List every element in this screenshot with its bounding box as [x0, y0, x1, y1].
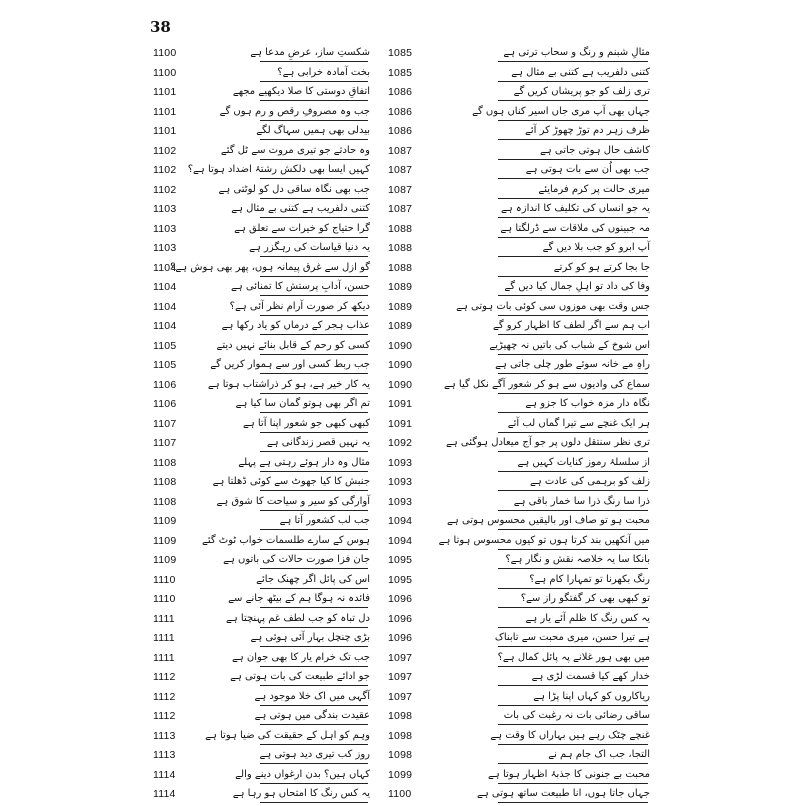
left-entry-text: تم اگر بھی ہوتو گمان سا کیا ہے — [235, 398, 370, 409]
right-page-ref: 1096 — [388, 612, 413, 625]
right-underline — [498, 549, 648, 550]
index-row — [150, 669, 650, 689]
right-page-ref: 1087 — [388, 144, 413, 157]
right-page-ref: 1098 — [388, 729, 413, 742]
index-row — [150, 45, 650, 65]
right-underline — [498, 432, 648, 433]
index-row — [150, 182, 650, 202]
left-entry-text: یہ نہیں قصر زندگانی ہے — [266, 437, 370, 448]
left-page-ref: 1109 — [153, 554, 177, 566]
index-row — [150, 630, 650, 650]
left-entry-text: دل تباہ کو جب لطف غم پہنچتا ہے — [226, 612, 370, 624]
index-row — [150, 65, 650, 85]
index-row — [150, 435, 650, 455]
left-page-ref: 1101 — [153, 105, 177, 118]
left-underline — [260, 276, 368, 277]
left-underline — [260, 471, 368, 472]
right-underline — [498, 607, 648, 608]
index-row — [150, 104, 650, 124]
right-entry-text: راہِ مے خانہ سوئے طور چلی جاتی ہے — [495, 359, 650, 370]
index-row — [150, 143, 650, 163]
right-underline — [498, 627, 648, 628]
index-row — [150, 338, 650, 358]
left-underline — [260, 217, 368, 218]
right-entry-text: زلف کو برہمی کی عادت ہے — [529, 476, 650, 487]
left-page-ref: 1108 — [153, 476, 177, 488]
right-page-ref: 1086 — [388, 105, 413, 118]
right-page-ref: 1098 — [388, 710, 413, 722]
page-number: 38 — [150, 18, 171, 36]
index-row — [150, 377, 650, 397]
left-page-ref: 1102 — [153, 183, 177, 196]
right-underline — [498, 451, 648, 452]
left-entry-text: جان فزا صورت حالات کی باتوں ہے — [223, 554, 370, 565]
right-page-ref: 1093 — [388, 476, 413, 488]
right-entry-text: اب ہم سے اگر لطف کا اظہار کرو گے — [492, 320, 650, 331]
left-underline — [260, 627, 368, 628]
index-row — [150, 572, 650, 592]
right-entry-text: سماع کی وادیوں سے ہو کر شعور آگے نکل گیا ہے — [444, 378, 650, 390]
right-underline — [498, 198, 648, 199]
left-underline — [260, 334, 368, 335]
left-page-ref: 1107 — [153, 437, 177, 449]
left-entry-text: آوارگی کو سیر و سیاحت کا شوق ہے — [216, 495, 370, 507]
left-page-ref: 1111 — [153, 632, 175, 644]
right-entry-text: التجا، جب اک جام ہم نے — [548, 749, 650, 760]
left-underline — [260, 295, 368, 296]
left-underline — [260, 744, 368, 745]
right-page-ref: 1095 — [388, 554, 413, 566]
right-entry-text: مثالِ شبنم و رنگ و سحاب ترتی ہے — [503, 47, 650, 58]
right-page-ref: 1097 — [388, 690, 413, 703]
right-underline — [498, 393, 648, 394]
left-underline — [260, 685, 368, 686]
right-entry-text: ہر ایک غنچے سے تیرا گماں لب آئے — [507, 417, 650, 429]
right-page-ref: 1090 — [388, 378, 413, 391]
right-entry-text: محبت بے جنونی کا جذبۂ اظہار ہوتا ہے — [488, 768, 650, 780]
index-row — [150, 494, 650, 514]
right-entry-text: نگاہ دار مزہ خواب کا جزو ہے — [525, 398, 650, 409]
left-entry-text: کہیں ایسا بھی دلکش رشتۂ اضداد ہوتا ہے؟ — [187, 164, 370, 175]
right-underline — [498, 412, 648, 413]
left-page-ref: 1112 — [153, 671, 176, 683]
right-underline — [498, 763, 648, 764]
right-underline — [498, 510, 648, 511]
right-underline — [498, 256, 648, 257]
right-entry-text: یہ جو انساں کی تکلیف کا اندازہ ہے — [501, 203, 650, 214]
index-row — [150, 728, 650, 748]
right-underline — [498, 276, 648, 277]
left-entry-text: جب وہ مصروفِ رقص و رم ہوں گے — [219, 105, 370, 117]
left-entry-text: شکستِ ساز، عرضِ مدعا ہے — [250, 47, 370, 58]
right-underline — [498, 334, 648, 335]
left-page-ref: 1110 — [153, 573, 176, 586]
right-entry-text: تری نظر سنتقل دلوں پر جو آج میعادل ہوگئی ہے — [446, 437, 650, 448]
right-page-ref: 1094 — [388, 515, 413, 527]
right-entry-text: آپ ابرو کو جب بلا دیں گے — [542, 242, 650, 253]
left-entry-text: جو ادائے طبیعت کی بات ہوتی ہے — [230, 671, 370, 682]
left-entry-text: عذاب ہجر کے درماں کو یاد رکھا ہے — [221, 320, 370, 331]
left-page-ref: 1111 — [153, 651, 175, 664]
left-entry-text: جب بھی نگاہ ساقی دل کو لوٹتی ہے — [218, 183, 370, 195]
index-row — [150, 747, 650, 767]
right-page-ref: 1085 — [388, 47, 413, 59]
right-entry-text: مہ جبینوں کی ملاقات سے ڈرلگتا ہے — [500, 222, 650, 234]
right-entry-text: وفا کی داد تو اہلِ جمال کیا دیں گے — [504, 281, 650, 292]
right-page-ref: 1087 — [388, 203, 413, 215]
right-page-ref: 1089 — [388, 281, 413, 293]
right-underline — [498, 568, 648, 569]
right-underline — [498, 744, 648, 745]
right-entry-text: جہاں جاتا ہوں، انا طبیعت ساتھ ہوتی ہے — [477, 788, 650, 799]
left-page-ref: 1108 — [153, 495, 177, 508]
left-underline — [260, 393, 368, 394]
left-underline — [260, 159, 368, 160]
left-underline — [260, 178, 368, 179]
left-page-ref: 1109 — [153, 515, 177, 527]
left-underline — [260, 802, 368, 803]
left-underline — [260, 237, 368, 238]
left-entry-text: حسن، آدابِ پرستش کا تمنائی ہے — [231, 281, 370, 292]
left-underline — [260, 373, 368, 374]
left-page-ref: 1114 — [153, 768, 176, 781]
left-entry-text: دیکھ کر صورت آرام نظر آئی ہے؟ — [229, 300, 370, 312]
right-entry-text: ریاکاروں کو کہاں اپنا پڑا ہے — [533, 690, 650, 702]
left-page-ref: 1100 — [153, 66, 177, 79]
index-row — [150, 240, 650, 260]
left-page-ref: 1102 — [153, 164, 177, 176]
right-underline — [498, 529, 648, 530]
right-page-ref: 1086 — [388, 86, 413, 98]
right-page-ref: 1092 — [388, 437, 413, 449]
right-underline — [498, 705, 648, 706]
left-underline — [260, 354, 368, 355]
right-entry-text: رنگ بکھرنا تو تمہارا کام ہے؟ — [529, 573, 650, 585]
right-underline — [498, 217, 648, 218]
right-entry-text: تو کبھی بھی کر گفتگو راز سے؟ — [520, 593, 650, 604]
right-entry-text: ظرف زہر دم توڑ چھوڑ کر آئے — [524, 125, 650, 136]
left-entry-text: کبھی کبھی جو شعور اپنا آتا ہے — [242, 417, 370, 429]
index-row — [150, 689, 650, 709]
left-underline — [260, 198, 368, 199]
left-page-ref: 1113 — [153, 729, 176, 742]
right-page-ref: 1100 — [388, 788, 412, 800]
right-entry-text: جا بجا کرتے ہو کو کرتے — [553, 261, 650, 273]
left-entry-text: عقیدت بندگی میں ہوتی ہے — [254, 710, 370, 721]
right-page-ref: 1099 — [388, 768, 413, 781]
right-entry-text: جب بھی اُن سے بات ہوتی ہے — [525, 164, 650, 175]
left-entry-text: یہ کار خیر ہے، ہو کر ذراشتاب ہوتا ہے — [207, 378, 370, 390]
left-entry-text: یہ کس رنگ کا امتحاں ہو رہا ہے — [232, 788, 370, 799]
left-entry-text: بیدلی بھی ہمیں سہاگ لگے — [256, 125, 370, 136]
index-row — [150, 357, 650, 377]
left-entry-text: وہ حادثے جو تیری مروت سے ٹل گئے — [220, 144, 370, 156]
left-entry-text: مثال وہ دار ہوئے رہتی ہے پہلے — [238, 456, 370, 468]
right-page-ref: 1093 — [388, 456, 413, 469]
right-underline — [498, 81, 648, 82]
left-page-ref: 1105 — [153, 339, 177, 352]
left-page-ref: 1101 — [153, 125, 177, 137]
right-page-ref: 1088 — [388, 222, 413, 235]
left-underline — [260, 451, 368, 452]
right-page-ref: 1094 — [388, 534, 413, 547]
left-entry-text: اتفاقِ دوستی کا صلا دیکھیے مجھے — [232, 86, 370, 97]
right-entry-text: ہے تیرا حسن، میری محبت سے تابناک — [494, 632, 650, 643]
left-page-ref: 1110 — [153, 593, 176, 605]
left-page-ref: 1114 — [153, 788, 176, 800]
right-page-ref: 1096 — [388, 632, 413, 644]
left-entry-text: بخت آمادہ خرابی ہے؟ — [277, 66, 370, 78]
left-entry-text: گو ازل سے غرق پیمانہ ہوں، پھر بھی ہوش ہے؟ — [170, 261, 370, 273]
left-page-ref: 1104 — [153, 320, 177, 332]
index-row — [150, 513, 650, 533]
left-underline — [260, 705, 368, 706]
left-page-ref: 1103 — [153, 242, 177, 254]
right-underline — [498, 646, 648, 647]
left-underline — [260, 568, 368, 569]
right-underline — [498, 685, 648, 686]
right-underline — [498, 354, 648, 355]
right-entry-text: غنچے چٹک رہے ہیں بہاراں کا وقت ہے — [490, 729, 650, 741]
left-entry-text: آگہی میں اک خلا موجود ہے — [254, 690, 370, 702]
index-list — [150, 45, 650, 806]
left-underline — [260, 61, 368, 62]
left-underline — [260, 666, 368, 667]
left-page-ref: 1101 — [153, 86, 177, 98]
right-page-ref: 1091 — [388, 417, 413, 430]
right-underline — [498, 315, 648, 316]
right-page-ref: 1088 — [388, 242, 413, 254]
index-row — [150, 318, 650, 338]
left-underline — [260, 81, 368, 82]
index-row — [150, 767, 650, 787]
right-page-ref: 1090 — [388, 359, 413, 371]
right-underline — [498, 120, 648, 121]
left-entry-text: جب لب کشعور آتا ہے — [279, 515, 370, 526]
left-entry-text: بڑی چنچل بہار آئی ہوئی ہے — [250, 632, 370, 643]
right-underline — [498, 666, 648, 667]
right-page-ref: 1090 — [388, 339, 413, 352]
right-underline — [498, 783, 648, 784]
right-entry-text: میں بھی ہور غلانے پہ پائل کمال ہے؟ — [497, 651, 650, 663]
left-entry-text: فائدہ نہ ہوگا ہم کے بیٹھ جانے سے — [228, 593, 370, 604]
left-underline — [260, 315, 368, 316]
right-page-ref: 1093 — [388, 495, 413, 508]
left-page-ref: 1112 — [153, 710, 176, 722]
right-page-ref: 1098 — [388, 749, 413, 761]
left-page-ref: 1104 — [153, 261, 177, 274]
right-entry-text: از سلسلۂ رموز کنایات کہیں ہے — [517, 456, 650, 468]
left-underline — [260, 607, 368, 608]
left-page-ref: 1104 — [153, 281, 177, 293]
left-page-ref: 1103 — [153, 203, 177, 215]
left-page-ref: 1112 — [153, 690, 176, 703]
right-page-ref: 1091 — [388, 398, 413, 410]
right-page-ref: 1087 — [388, 183, 413, 196]
right-entry-text: جس وقت بھی موزوں سی کوئی بات ہوتی ہے — [456, 300, 650, 312]
right-underline — [498, 295, 648, 296]
left-entry-text: روز کب تیری دید ہوتی ہے — [259, 749, 370, 760]
index-row — [150, 533, 650, 553]
left-page-ref: 1100 — [153, 47, 177, 59]
right-entry-text: خدار کھے کیا قسمت لڑی ہے — [531, 671, 650, 682]
right-underline — [498, 802, 648, 803]
index-row — [150, 416, 650, 436]
left-page-ref: 1105 — [153, 359, 177, 371]
left-underline — [260, 783, 368, 784]
index-row — [150, 786, 650, 806]
left-page-ref: 1104 — [153, 300, 177, 313]
right-underline — [498, 724, 648, 725]
index-row — [150, 708, 650, 728]
left-entry-text: کسی کو رحم کے قابل بنائے نہیں دیتے — [216, 339, 370, 351]
index-row — [150, 260, 650, 280]
right-entry-text: کاشف حال ہوتی جاتی ہے — [540, 144, 650, 156]
right-entry-text: ساقی رضائی بات نہ رغبت کی بات — [503, 710, 650, 721]
index-row — [150, 611, 650, 631]
index-row — [150, 123, 650, 143]
right-page-ref: 1089 — [388, 320, 413, 332]
right-entry-text: یہ کس رنگ کا ظلم آئے یار ہے — [525, 612, 650, 624]
right-page-ref: 1096 — [388, 593, 413, 605]
right-underline — [498, 178, 648, 179]
right-page-ref: 1089 — [388, 300, 413, 313]
right-entry-text: محبت ہو تو صاف اور بالیقیں محسوس ہوتی ہے — [447, 515, 650, 526]
index-row — [150, 552, 650, 572]
left-entry-text: وہم کو اہل کے حقیقت کی ضیا ہوتا ہے — [205, 729, 370, 741]
left-entry-text: کتنی دلفریب ہے کتنی بے مثال ہے — [231, 203, 370, 214]
left-entry-text: اس کی پائل اگر چھنک جائے — [256, 573, 370, 585]
index-row — [150, 396, 650, 416]
right-entry-text: میں آنکھیں بند کرتا ہوں تو کیوں محسوس ہوتا ہے — [438, 534, 650, 546]
left-entry-text: یہ دنیا قیاسات کی رہگزر ہے — [249, 242, 370, 253]
left-page-ref: 1103 — [153, 222, 177, 235]
left-underline — [260, 529, 368, 530]
right-underline — [498, 490, 648, 491]
book-page — [150, 18, 650, 800]
right-underline — [498, 588, 648, 589]
left-page-ref: 1102 — [153, 144, 177, 157]
left-underline — [260, 588, 368, 589]
left-underline — [260, 549, 368, 550]
left-underline — [260, 432, 368, 433]
index-row — [150, 84, 650, 104]
left-underline — [260, 490, 368, 491]
left-page-ref: 1106 — [153, 378, 177, 391]
left-underline — [260, 510, 368, 511]
left-page-ref: 1113 — [153, 749, 176, 761]
index-row — [150, 474, 650, 494]
left-entry-text: گرا حتیاج کو خیرات سے تعلق ہے — [234, 222, 370, 234]
right-underline — [498, 61, 648, 62]
left-underline — [260, 412, 368, 413]
index-row — [150, 279, 650, 299]
right-page-ref: 1088 — [388, 261, 413, 274]
right-underline — [498, 237, 648, 238]
right-entry-text: بانکا سا یہ خلاصہ نقش و نگار ہے؟ — [505, 554, 650, 565]
right-page-ref: 1086 — [388, 125, 413, 137]
right-underline — [498, 373, 648, 374]
index-row — [150, 591, 650, 611]
index-row — [150, 221, 650, 241]
left-underline — [260, 256, 368, 257]
right-underline — [498, 159, 648, 160]
left-page-ref: 1106 — [153, 398, 177, 410]
right-page-ref: 1085 — [388, 66, 413, 79]
index-row — [150, 455, 650, 475]
left-underline — [260, 139, 368, 140]
right-entry-text: ذرا سا رنگ ذرا سا خمار باقی ہے — [513, 495, 650, 507]
right-entry-text: جہاں بھی آپ مری جاں اسیر کناں ہوں گے — [472, 105, 650, 117]
right-page-ref: 1095 — [388, 573, 413, 586]
right-underline — [498, 100, 648, 101]
index-row — [150, 162, 650, 182]
left-underline — [260, 100, 368, 101]
right-page-ref: 1097 — [388, 671, 413, 683]
index-row — [150, 650, 650, 670]
left-underline — [260, 763, 368, 764]
right-underline — [498, 139, 648, 140]
right-page-ref: 1087 — [388, 164, 413, 176]
left-entry-text: کہاں ہیں؟ بدن ارغواں دینے والے — [235, 768, 370, 780]
right-page-ref: 1097 — [388, 651, 413, 664]
left-page-ref: 1111 — [153, 612, 175, 625]
left-entry-text: ہوس کے سارے طلسمات خواب ٹوٹ گئے — [201, 534, 370, 546]
right-entry-text: کتنی دلفریب ہے کتنی بے مثال ہے — [511, 66, 650, 78]
index-row — [150, 201, 650, 221]
left-underline — [260, 724, 368, 725]
left-entry-text: جب ربط کسی اور سے ہموار کریں گے — [210, 359, 370, 370]
right-entry-text: میری حالت پر کرم فرمایئے — [538, 183, 650, 195]
right-entry-text: تری زلف کو جو پریشاں کریں گے — [513, 86, 650, 97]
left-underline — [260, 646, 368, 647]
left-entry-text: جنبش کا کیا جھوٹ سے کوئی ڈھلتا ہے — [212, 476, 370, 487]
left-underline — [260, 120, 368, 121]
left-page-ref: 1108 — [153, 456, 177, 469]
left-page-ref: 1107 — [153, 417, 177, 430]
left-page-ref: 1109 — [153, 534, 177, 547]
left-entry-text: جب تک خرام یار کا بھی جوان ہے — [231, 651, 370, 663]
index-row — [150, 299, 650, 319]
right-underline — [498, 471, 648, 472]
right-entry-text: اس شوخ کے شباب کی باتیں نہ چھیڑیے — [489, 339, 650, 351]
